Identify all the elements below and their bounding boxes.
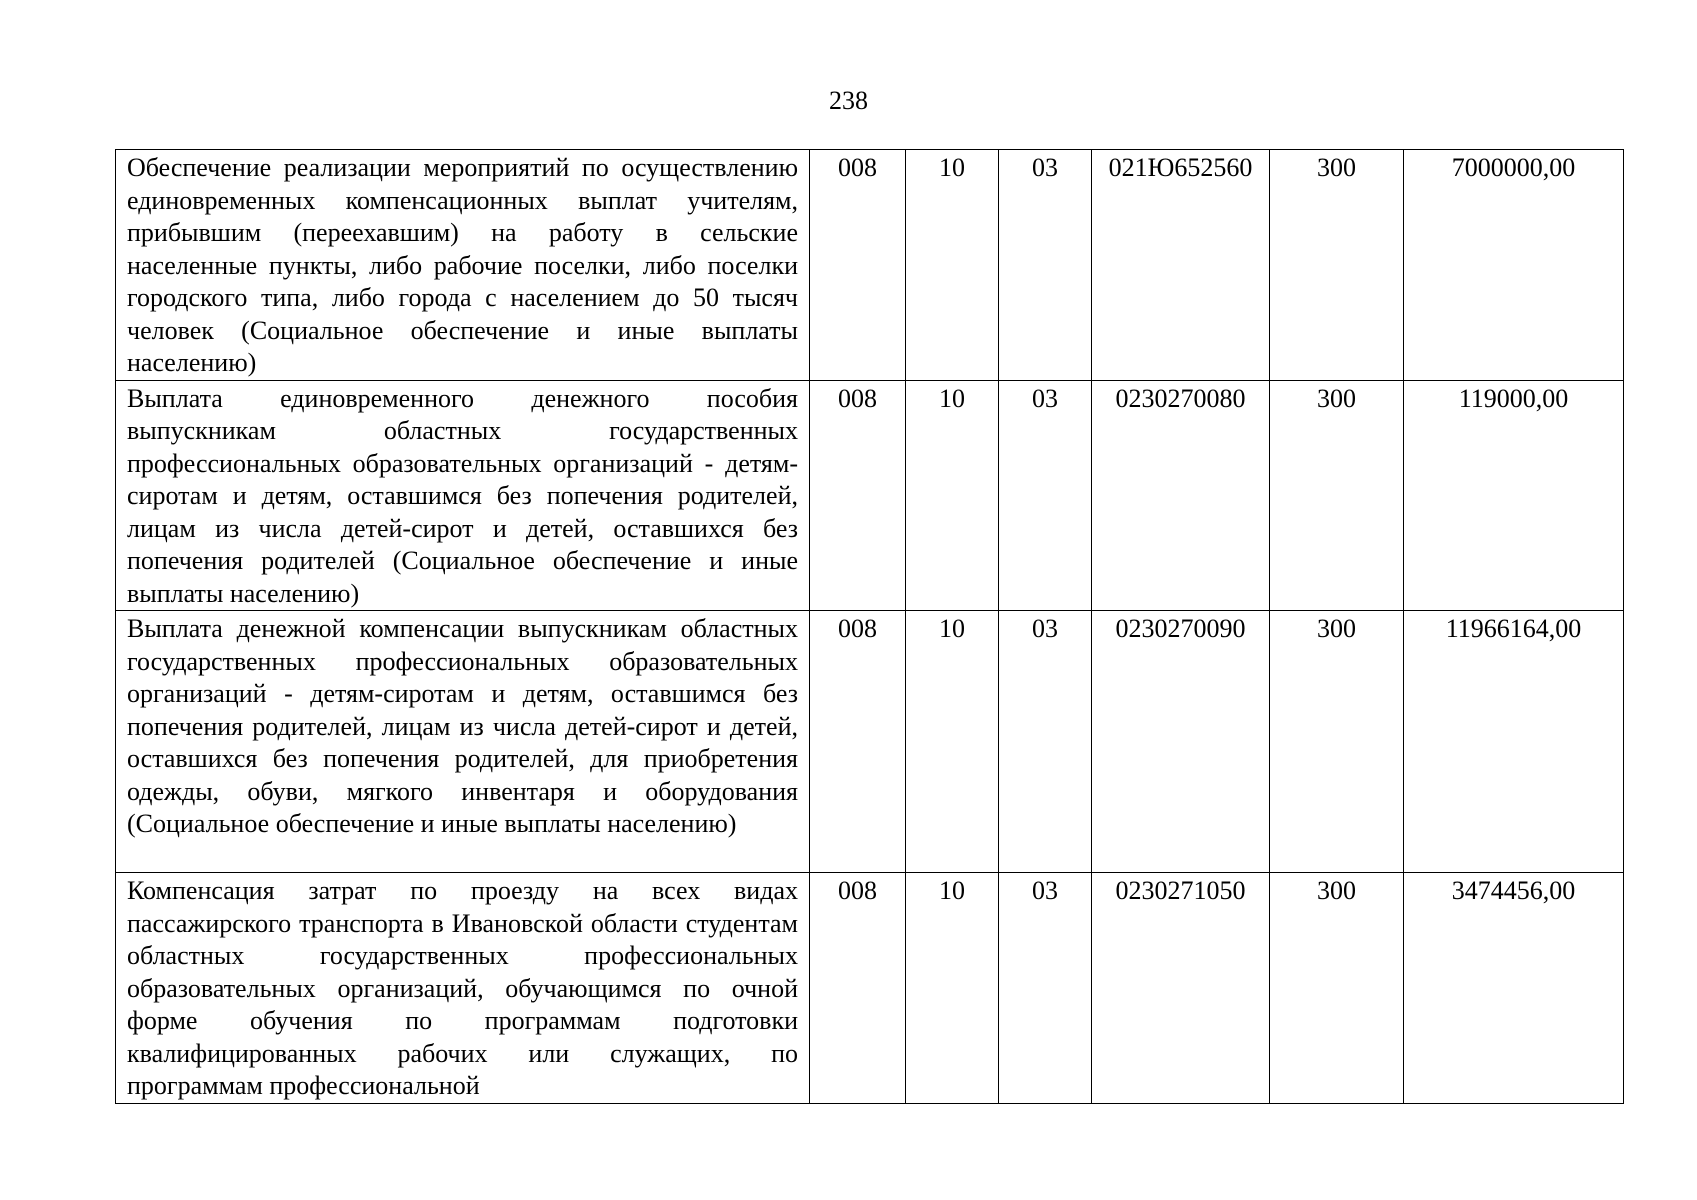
section-code: 10 [906, 873, 999, 1104]
amount: 3474456,00 [1404, 873, 1624, 1104]
page-number: 238 [829, 86, 868, 115]
section-code: 10 [906, 150, 999, 381]
subsection-code: 03 [999, 380, 1092, 611]
budget-table [115, 149, 1624, 1104]
amount: 7000000,00 [1404, 150, 1624, 381]
table-row [116, 380, 1624, 611]
expense-type-code: 300 [1270, 873, 1404, 1104]
subsection-code: 03 [999, 611, 1092, 873]
expense-type-code: 300 [1270, 380, 1404, 611]
ministry-code: 008 [810, 380, 906, 611]
target-article-code: 0230270090 [1092, 611, 1270, 873]
row-description: Выплата денежной компенсации выпускникам областных государственных профессиональных образовательных организаций - детям-сиротам и детям, оставшимся без попечения родителей, лицам из числа детей-сирот и детей, оставшихся без попечения родителей, для приобретения одежды, обуви, мягкого инвентаря и оборудования (Социальное обеспечение и иные выплаты населению) [116, 611, 810, 873]
expense-type-code: 300 [1270, 150, 1404, 381]
section-code: 10 [906, 380, 999, 611]
table-row [116, 611, 1624, 873]
table-row [116, 873, 1624, 1104]
row-description: Компенсация затрат по проезду на всех видах пассажирского транспорта в Ивановской области студентам областных государственных профессиональных образовательных организаций, обучающимся по очной форме обучения по программам подготовки квалифицированных рабочих или служащих, по программам профессиональной [116, 873, 810, 1104]
amount: 11966164,00 [1404, 611, 1624, 873]
amount: 119000,00 [1404, 380, 1624, 611]
subsection-code: 03 [999, 873, 1092, 1104]
row-description: Обеспечение реализации мероприятий по осуществлению единовременных компенсационных выплат учителям, прибывшим (переехавшим) на работу в сельские населенные пункты, либо рабочие поселки, либо поселки городского типа, либо города с населением до 50 тысяч человек (Социальное обеспечение и иные выплаты населению) [116, 150, 810, 381]
target-article-code: 0230270080 [1092, 380, 1270, 611]
ministry-code: 008 [810, 873, 906, 1104]
table-row [116, 150, 1624, 381]
ministry-code: 008 [810, 150, 906, 381]
expense-type-code: 300 [1270, 611, 1404, 873]
subsection-code: 03 [999, 150, 1092, 381]
row-description: Выплата единовременного денежного пособия выпускникам областных государственных профессиональных образовательных организаций - детям-сиротам и детям, оставшимся без попечения родителей, лицам из числа детей-сирот и детей, оставшихся без попечения родителей (Социальное обеспечение и иные выплаты населению) [116, 380, 810, 611]
target-article-code: 0230271050 [1092, 873, 1270, 1104]
ministry-code: 008 [810, 611, 906, 873]
target-article-code: 021Ю652560 [1092, 150, 1270, 381]
section-code: 10 [906, 611, 999, 873]
